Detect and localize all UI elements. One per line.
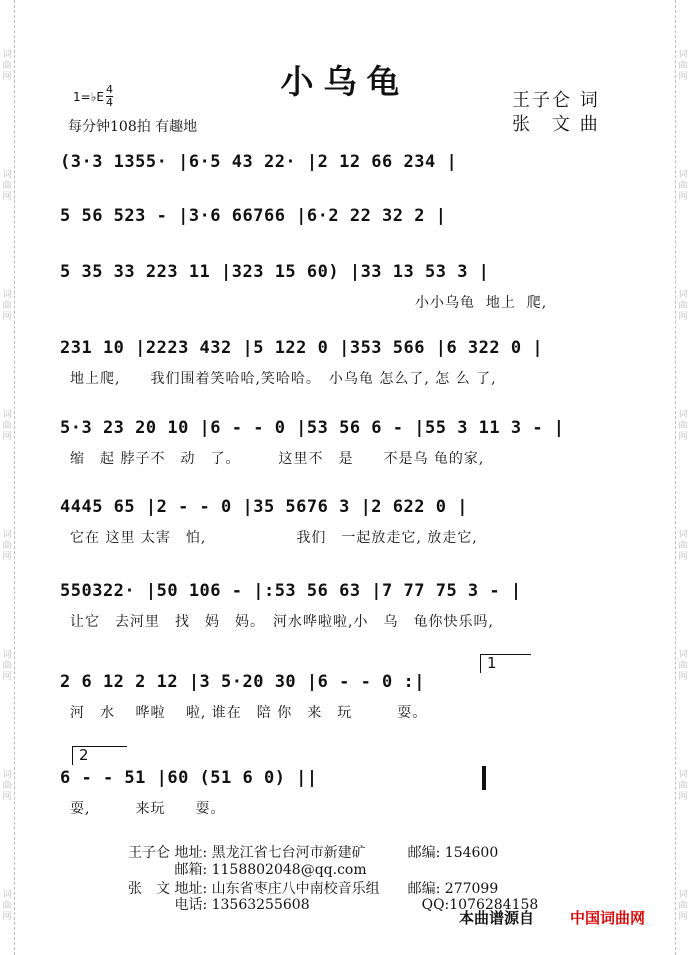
- footer-line-2: 邮箱: 1158802048@qq.com: [128, 862, 367, 878]
- notation-row: 5 56 523 - |3·6 66766 |6·2 22 32 2 |: [60, 206, 447, 226]
- margin-watermark: 词 曲 网: [678, 530, 688, 562]
- final-barline: [482, 766, 486, 790]
- key-signature: 1=♭E: [73, 90, 104, 104]
- lyric-row: 地上爬, 我们围着笑哈哈,笑哈哈。 小乌龟 怎么了, 怎 么 了,: [70, 371, 497, 387]
- right-margin: [675, 0, 690, 955]
- notation-row: 550322· |50 106 - |:53 56 63 |7 77 75 3 - |: [60, 581, 522, 601]
- source-site[interactable]: 中国词曲网: [570, 909, 646, 927]
- volta-bracket-2: 2: [72, 746, 127, 765]
- lyric-row: 它在 这里 太害 怕, 我们 一起放走它, 放走它,: [70, 530, 478, 546]
- source-label: 本曲谱源自: [459, 909, 535, 927]
- time-signature: [106, 84, 113, 109]
- lyricist-credit: 王子仑 词: [512, 90, 600, 111]
- meter-bottom: 4: [106, 96, 113, 109]
- margin-watermark: 词 曲 网: [2, 770, 12, 802]
- margin-watermark: 词 曲 网: [678, 50, 688, 82]
- margin-watermark: 词 曲 网: [678, 890, 688, 922]
- lyric-row: 让它 去河里 找 妈 妈。 河水哗啦啦,小 乌 龟你快乐吗,: [70, 614, 494, 630]
- lyric-row: 耍, 来玩 耍。: [70, 801, 226, 817]
- margin-watermark: 词 曲 网: [2, 530, 12, 562]
- notation-row: 6 - - 51 |60 (51 6 0) ||: [60, 768, 318, 788]
- song-title: 小乌龟: [280, 62, 410, 101]
- margin-watermark: 词 曲 网: [678, 650, 688, 682]
- margin-watermark: 词 曲 网: [2, 650, 12, 682]
- margin-watermark: 词 曲 网: [678, 170, 688, 202]
- notation-row: 5·3 23 20 10 |6 - - 0 |53 56 6 - |55 3 11 3 - |: [60, 418, 565, 438]
- notation-row: 5 35 33 223 11 |323 15 60) |33 13 53 3 |: [60, 262, 490, 282]
- lyric-row: 小小乌龟 地上 爬,: [70, 295, 548, 311]
- volta-bracket-1: 1: [480, 654, 531, 673]
- meter-top: 4: [106, 83, 113, 96]
- lyric-row: 缩 起 脖子不 动 了。 这里不 是 不是乌 龟的家,: [70, 451, 485, 467]
- left-margin: [0, 0, 15, 955]
- margin-watermark: 词 曲 网: [678, 770, 688, 802]
- margin-watermark: 词 曲 网: [678, 410, 688, 442]
- margin-watermark: 词 曲 网: [2, 290, 12, 322]
- notation-row: 2 6 12 2 12 |3 5·20 30 |6 - - 0 :|: [60, 672, 425, 692]
- lyric-row: 河 水 哗啦 啦, 谁在 陪 你 来 玩 耍。: [70, 705, 428, 721]
- margin-watermark: 词 曲 网: [2, 170, 12, 202]
- footer-line-1: 王子仑 地址: 黑龙江省七台河市新建矿 邮编: 154600: [128, 845, 499, 861]
- tempo-marking: 每分钟108拍 有趣地: [68, 119, 198, 135]
- margin-watermark: 词 曲 网: [678, 290, 688, 322]
- notation-row: 231 10 |2223 432 |5 122 0 |353 566 |6 322 0 |: [60, 338, 544, 358]
- margin-watermark: 词 曲 网: [2, 50, 12, 82]
- footer-line-3: 张 文 地址: 山东省枣庄八中南校音乐组 邮编: 277099: [128, 881, 499, 897]
- footer-line-4: 电话: 13563255608 QQ:1076284158: [128, 897, 539, 913]
- composer-credit: 张 文 曲: [512, 114, 600, 135]
- notation-row: (3·3 1355· |6·5 43 22· |2 12 66 234 |: [60, 152, 458, 172]
- margin-watermark: 词 曲 网: [2, 410, 12, 442]
- margin-watermark: 词 曲 网: [2, 890, 12, 922]
- notation-row: 4445 65 |2 - - 0 |35 5676 3 |2 622 0 |: [60, 497, 468, 517]
